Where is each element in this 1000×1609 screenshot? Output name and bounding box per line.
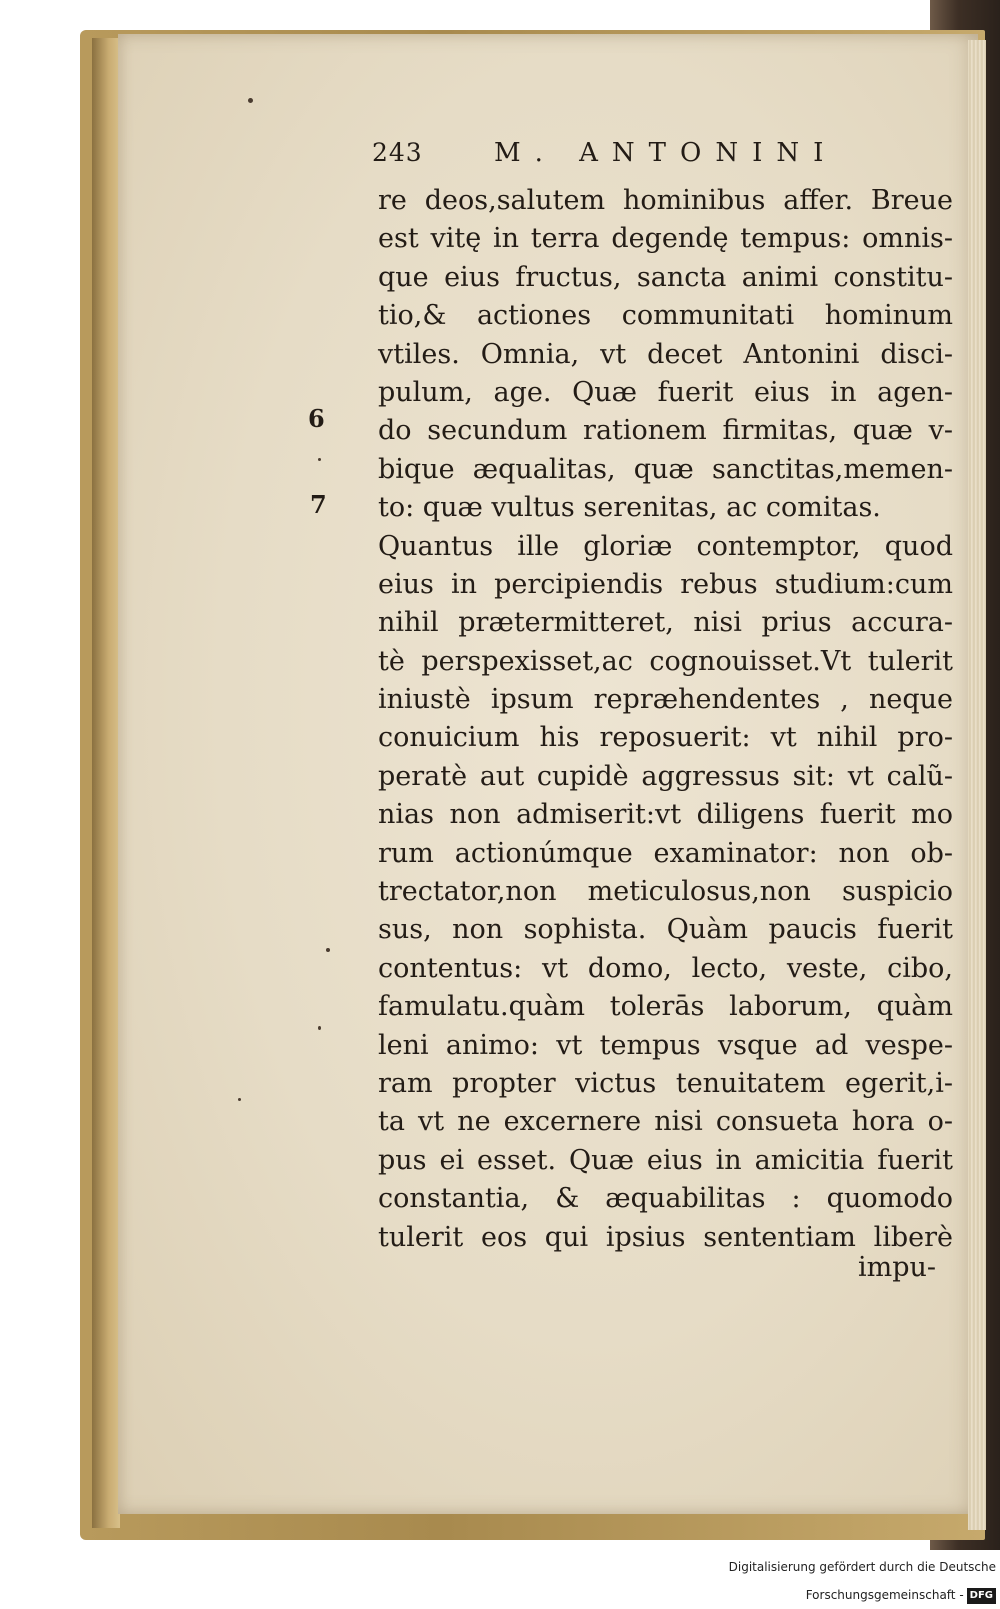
text-line: tio,& actiones communitati hominum (378, 300, 953, 332)
body-text (378, 182, 953, 1257)
text-line: pulum, age. Quæ fuerit eius in agen- (378, 376, 953, 408)
page-edges (968, 40, 986, 1530)
page-header (372, 138, 872, 174)
text-line: re deos,salutem hominibus affer. Breue (378, 185, 953, 216)
book-spine-edge (92, 38, 120, 1528)
text-line: do secundum rationem firmitas, quæ v- (378, 415, 953, 447)
text-line: Quantus ille gloriæ contemptor, quod (378, 530, 953, 562)
text-line: ta vt ne excernere nisi consueta hora o- (378, 1106, 953, 1138)
text-line: rum actionúmque examinator: non ob- (378, 837, 953, 869)
text-line: trectator,non meticulosus,non suspicio (378, 876, 953, 908)
text-line: tè perspexisset,ac cognouisset.Vt tulerit (378, 645, 953, 677)
text-line: nias non admiserit:vt diligens fuerit mo (378, 799, 953, 831)
ink-speck (318, 1026, 321, 1030)
ink-speck (248, 98, 253, 103)
ink-speck (326, 948, 330, 952)
digitization-credit (600, 1553, 1000, 1602)
text-line: conuicium his reposuerit: vt nihil pro- (378, 722, 953, 754)
text-line: to: quæ vultus serenitas, ac comitas. (378, 492, 881, 524)
text-line: leni animo: vt tempus vsque ad vespe- (378, 1029, 953, 1061)
text-line: famulatu.quàm tolerās laborum, quàm (378, 991, 953, 1023)
text-line: contentus: vt domo, lecto, veste, cibo, (378, 952, 953, 984)
text-line: sus, non sophista. Quàm paucis fuerit (378, 914, 953, 946)
text-line: nihil prætermitteret, nisi prius accura- (378, 607, 953, 639)
text-line: pus ei esset. Quæ eius in amicitia fuerit (378, 1144, 953, 1176)
page-number: 243 (372, 138, 423, 167)
ink-speck (238, 1098, 241, 1101)
text-line: tulerit eos qui ipsius sententiam liberè (378, 1221, 953, 1253)
credit-text: Digitalisierung gefördert durch die Deutsche Forschungsgemeinschaft - (728, 1560, 996, 1602)
text-line: bique æqualitas, quæ sanctitas,memen- (378, 453, 953, 485)
text-line: constantia, & æquabilitas : quomodo (378, 1183, 953, 1215)
margin-section-number: 7 (310, 490, 327, 519)
text-line: vtiles. Omnia, vt decet Antonini disci- (378, 338, 953, 370)
ink-speck (318, 458, 321, 461)
text-line: peratè aut cupidè aggressus sit: vt calũ- (378, 760, 953, 792)
margin-section-number: 6 (308, 404, 325, 433)
text-line: que eius fructus, sancta animi constitu- (378, 261, 953, 293)
dfg-logo: DFG (967, 1588, 996, 1604)
text-line: ram propter victus tenuitatem egerit,i- (378, 1067, 953, 1099)
text-line: eius in percipiendis rebus studium:cum (378, 568, 953, 600)
text-line: iniustè ipsum repræhendentes , neque (378, 684, 953, 716)
catchword: impu- (858, 1252, 937, 1283)
running-title: M. ANTONINI (494, 138, 838, 168)
text-line: est vitę in terra degendę tempus: omnis- (378, 223, 953, 255)
